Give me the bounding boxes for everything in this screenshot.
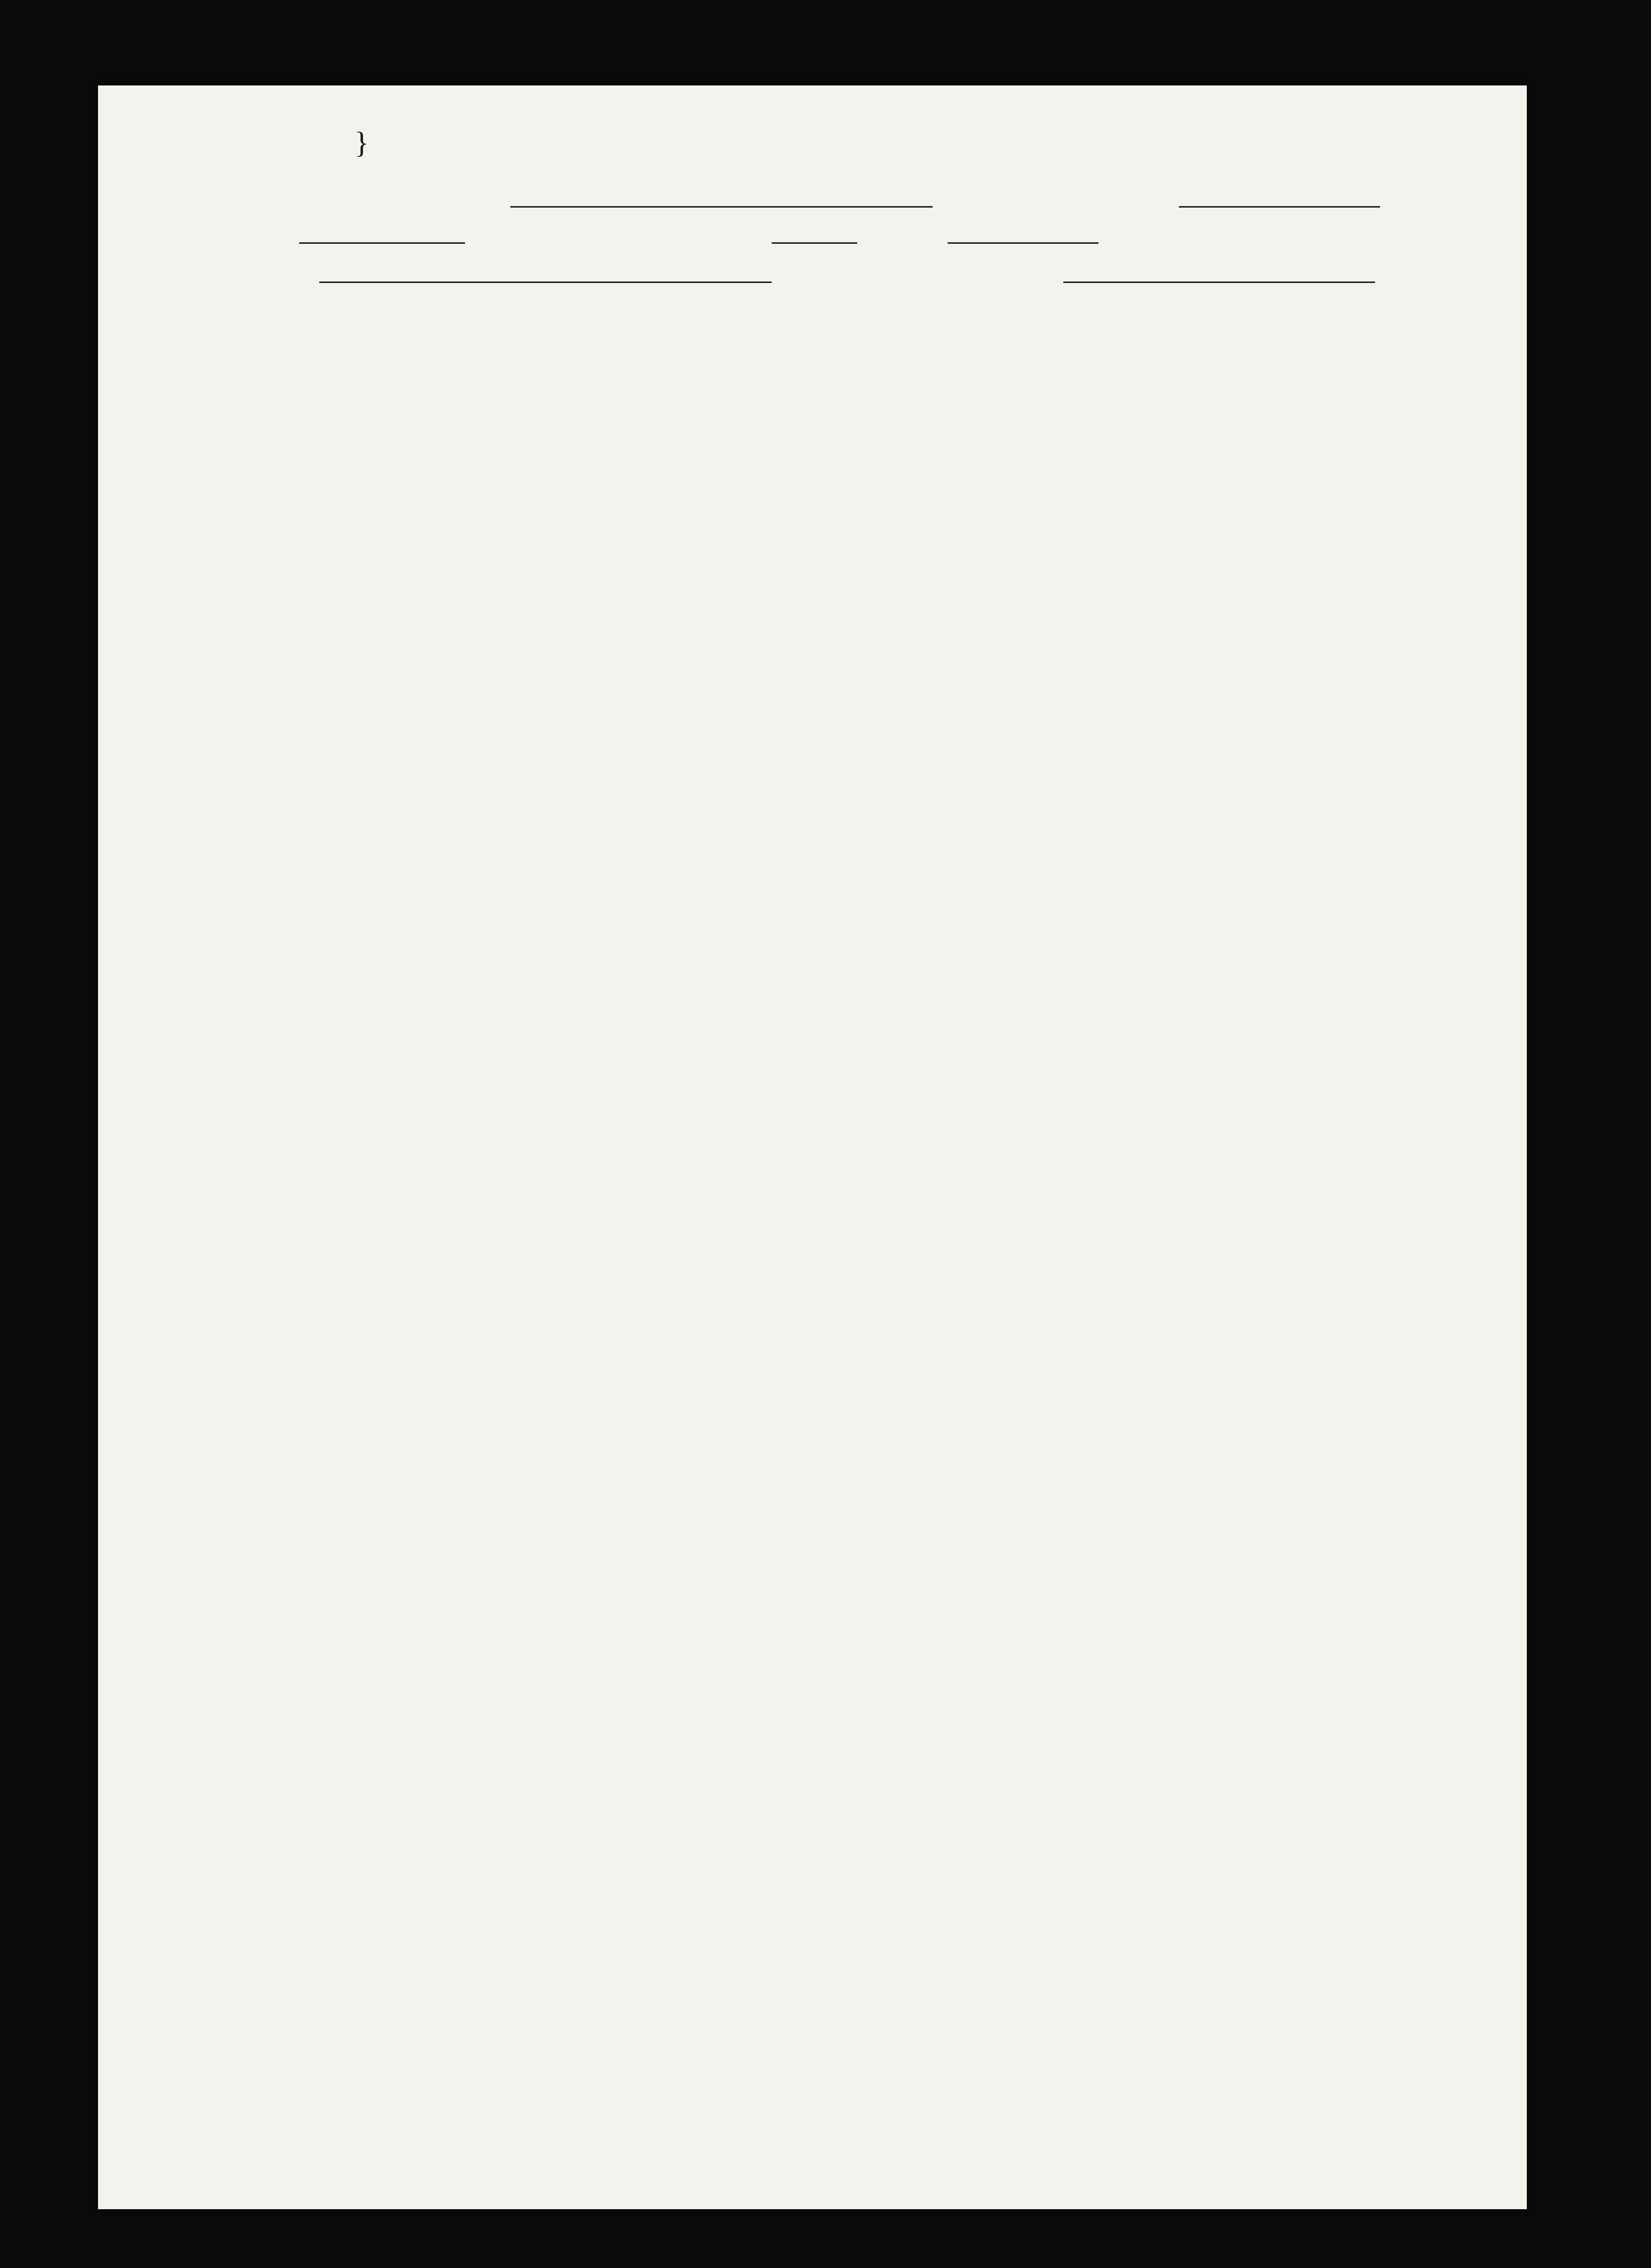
census-grid [163, 311, 1506, 2027]
page-summary [163, 2027, 1506, 2103]
schedule-header [98, 85, 1527, 307]
brace: } [354, 126, 369, 159]
column-header-block [163, 311, 1506, 562]
grid-lines [163, 311, 1506, 2027]
census-sheet [98, 85, 1527, 2209]
